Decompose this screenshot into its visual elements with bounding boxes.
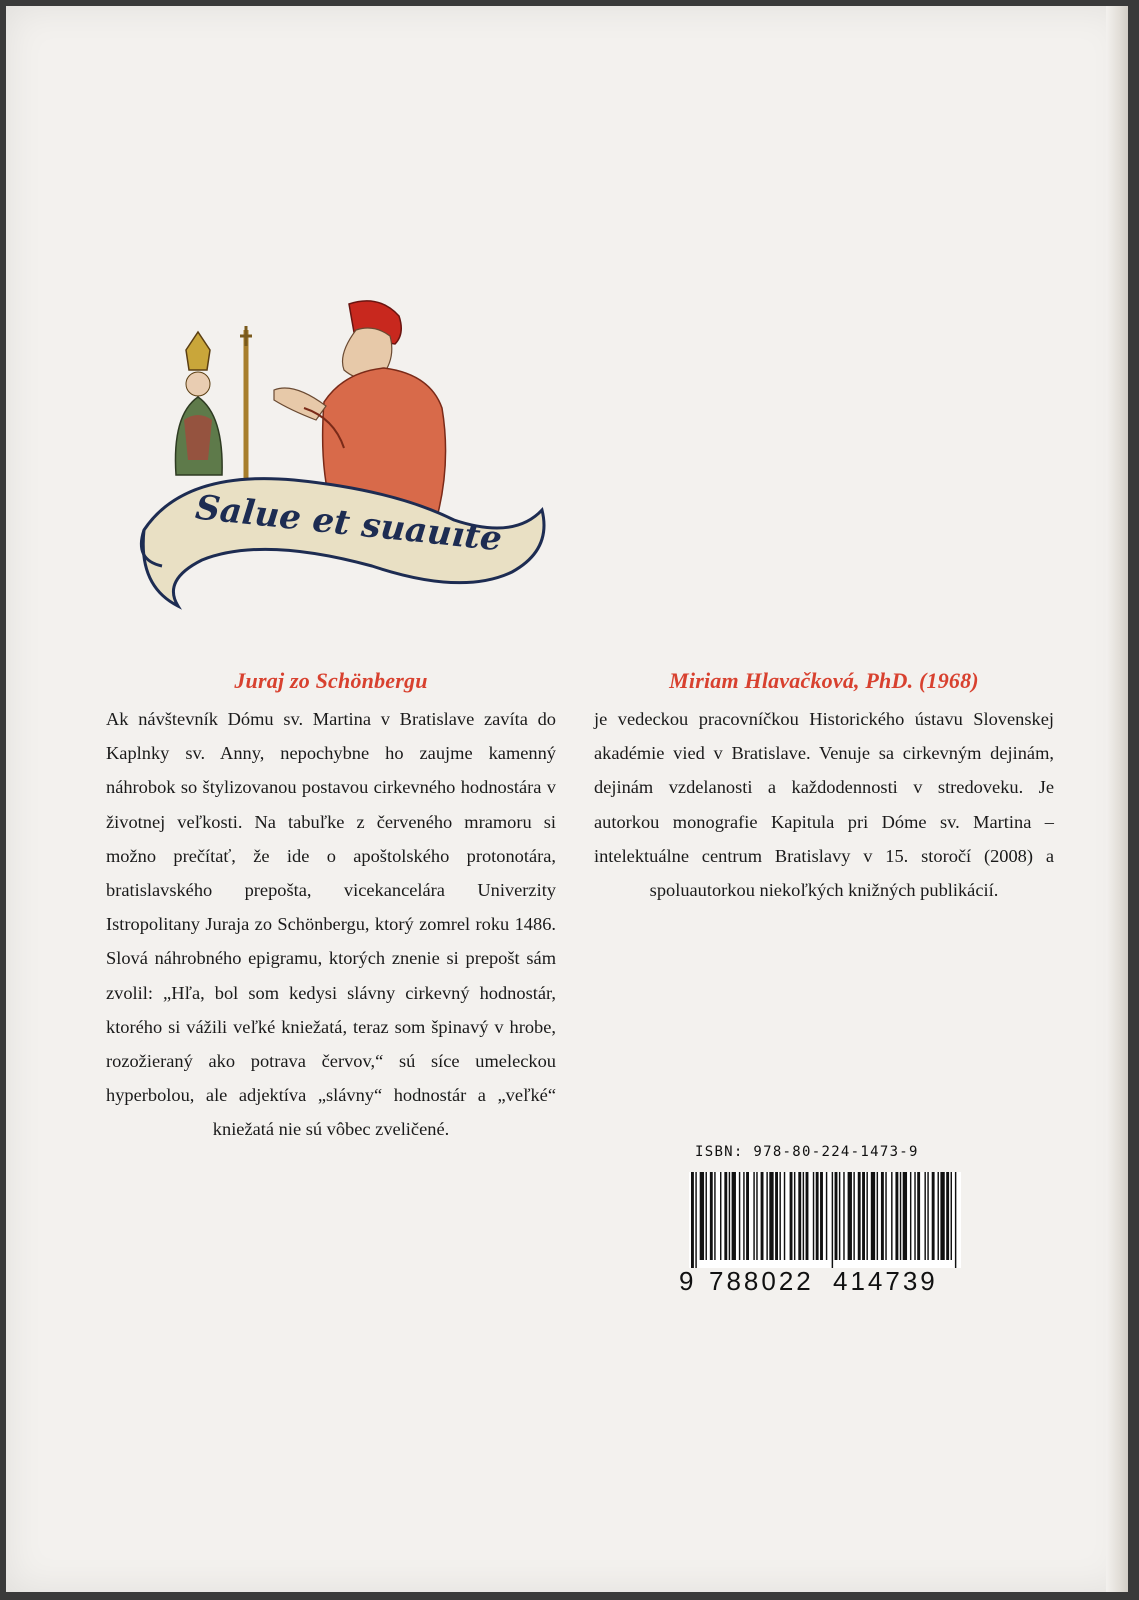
barcode-bar (753, 1172, 754, 1260)
barcode-bar (720, 1172, 721, 1260)
barcode-bar (843, 1172, 844, 1260)
barcode-digit-group-1: 788022 (709, 1266, 814, 1296)
barcode-bar (862, 1172, 865, 1260)
barcode-bar (820, 1172, 823, 1260)
barcode-bar (927, 1172, 928, 1260)
barcode-bar (835, 1172, 838, 1260)
barcode-digit-group-2: 414739 (833, 1266, 938, 1296)
barcode-bar (832, 1172, 833, 1268)
barcode-bar (714, 1172, 715, 1260)
barcode-bar (914, 1172, 915, 1260)
barcode-bar (903, 1172, 907, 1260)
author-bio: je vedeckou pracovníčkou Historického ústavu Slovenskej akadémie vied v Bratislave. Venuje sa cirkevným dejinám, dejinám vzdelanosti a každodennosti v stredoveku. Je autorkou monografie Kapitula pri Dóme sv. Martina – intelektuálne centrum Bratislavy v 15. storočí (2008) a spoluautorkou niekoľkých knižných publikácií. (594, 709, 1054, 901)
barcode-bar (746, 1172, 749, 1260)
barcode-bar (756, 1172, 757, 1260)
barcode-bar (910, 1172, 911, 1260)
barcode-bar (803, 1172, 804, 1260)
barcode-bar (938, 1172, 939, 1260)
barcode-bar (790, 1172, 793, 1260)
barcode-bar (732, 1172, 736, 1260)
manuscript-illustration (124, 290, 554, 620)
barcode-bar (955, 1172, 956, 1268)
author-heading: Miriam Hlavačková, PhD. (1968) (669, 668, 979, 693)
scroll-inscription: Salue et suauıte (193, 487, 504, 560)
barcode-bar (924, 1172, 925, 1260)
barcode-bar (775, 1172, 778, 1260)
barcode-bar (813, 1172, 814, 1260)
isbn-label: ISBN: 978-80-224-1473-9 (695, 1144, 919, 1160)
barcode-bar (761, 1172, 764, 1260)
book-back-cover (6, 6, 1128, 1592)
barcode-bar (766, 1172, 767, 1260)
barcode-bar (724, 1172, 727, 1260)
barcode-bar (743, 1172, 744, 1260)
barcode-bar (881, 1172, 884, 1260)
pope-figure (175, 332, 222, 475)
isbn-barcode-block (679, 1144, 961, 1296)
barcode-bar (779, 1172, 780, 1260)
banner-scroll (141, 479, 544, 606)
barcode-bar (784, 1172, 785, 1260)
barcode-bar (853, 1172, 854, 1260)
barcode-bar (700, 1172, 704, 1260)
barcode-bar (932, 1172, 935, 1260)
barcode-bar (891, 1172, 892, 1260)
barcode-bar (816, 1172, 819, 1260)
barcode-bar (695, 1172, 696, 1268)
barcode (689, 1172, 961, 1268)
barcode-bar (769, 1172, 773, 1260)
cover-edge (1106, 6, 1128, 1592)
barcode-bar (871, 1172, 875, 1260)
barcode-bar (848, 1172, 852, 1260)
barcode-bar (729, 1172, 730, 1260)
right-column (594, 666, 1054, 907)
barcode-bar (940, 1172, 944, 1260)
barcode-bar (839, 1172, 840, 1260)
barcode-bar (710, 1172, 713, 1260)
barcode-first-digit: 9 (679, 1266, 697, 1296)
subject-description: Ak návštevník Dómu sv. Martina v Bratislave zavíta do Kaplnky sv. Anny, nepochybne ho zaujme kamenný náhrobok so štylizovanou postavou cirkevného hodnostára v životnej veľkosti. Na tabuľke z červeného mramoru si možno prečítať, že ide o apoštolského protonotára, bratislavského prepošta, vicekancelára Univerzity Istropolitany Juraja zo Schönbergu, ktorý zomrel roku 1486. Slová náhrobného epigramu, ktorých znenie si prepošt sám zvolil: „Hľa, bol som kedysi slávny cirkevný hodnostár, ktorého si vážili veľké kniežatá, teraz som špinavý v hrobe, rozožieraný ako potrava červov,“ sú síce umeleckou hyperbolou, ale adjektíva „slávny“ hodnostár a „veľké“ kniežatá nie sú vôbec zveličené. (106, 709, 556, 1140)
barcode-bar (706, 1172, 707, 1260)
cross-staff (240, 326, 252, 480)
barcode-bar (895, 1172, 898, 1260)
barcode-bar (951, 1172, 952, 1260)
barcode-bar (877, 1172, 878, 1260)
barcode-bar (739, 1172, 740, 1260)
barcode-bar (858, 1172, 861, 1260)
barcode-bar (885, 1172, 886, 1260)
left-column (106, 666, 556, 1147)
barcode-bar (866, 1172, 867, 1260)
barcode-bar (826, 1172, 827, 1260)
barcode-bar (806, 1172, 809, 1260)
barcode-bar (691, 1172, 694, 1268)
barcode-bar (798, 1172, 801, 1260)
barcode-bar (917, 1172, 920, 1260)
subject-heading: Juraj zo Schönbergu (234, 668, 428, 693)
barcode-bar (946, 1172, 949, 1260)
barcode-bar (900, 1172, 901, 1260)
barcode-bar (794, 1172, 795, 1260)
